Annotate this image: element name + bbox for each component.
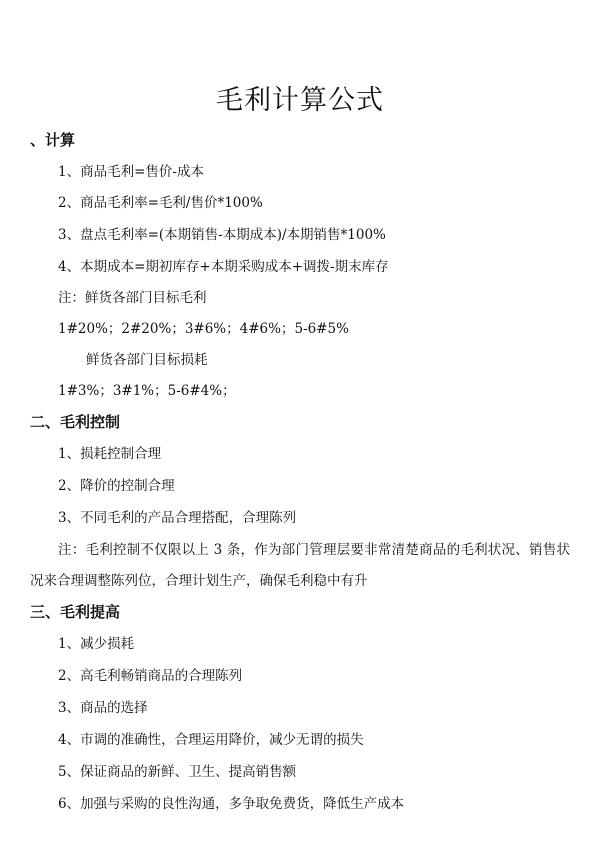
- list-item: 3、不同毛利的产品合理搭配，合理陈列: [58, 510, 297, 526]
- list-item: 2、降价的控制合理: [58, 478, 175, 494]
- formula-period-cost: 4、本期成本=期初库存+本期采购成本+调拨-期末库存: [58, 259, 389, 275]
- formula-gross-margin: 2、商品毛利率=毛利/售价*100%: [58, 195, 263, 211]
- list-item: 1、损耗控制合理: [58, 446, 162, 462]
- note-fresh-target-loss: 鲜货各部门目标损耗: [86, 352, 208, 368]
- section-heading-calculation: 、计算: [30, 131, 76, 149]
- section-heading-margin-control: 二、毛利控制: [30, 413, 121, 431]
- section-heading-margin-improvement: 三、毛利提高: [30, 603, 121, 621]
- formula-gross-profit: 1、商品毛利=售价-成本: [58, 164, 204, 180]
- list-item: 6、加强与采购的良性沟通，多争取免费货，降低生产成本: [58, 796, 405, 812]
- list-item: 1、减少损耗: [58, 636, 135, 652]
- target-margin-values: 1#20%；2#20%；3#6%；4#6%；5-6#5%: [58, 321, 349, 337]
- list-item: 2、高毛利畅销商品的合理陈列: [58, 668, 243, 684]
- list-item: 5、保证商品的新鲜、卫生、提高销售额: [58, 764, 297, 780]
- formula-inventory-margin: 3、盘点毛利率=(本期销售-本期成本)/本期销售*100%: [58, 227, 386, 243]
- list-item: 3、商品的选择: [58, 700, 148, 716]
- margin-control-note: 注：毛利控制不仅限以上 3 条，作为部门管理层要非常清楚商品的毛利状况、销售状况来合理调整陈列位，合理计划生产，确保毛利稳中有升: [30, 542, 570, 589]
- list-item: 4、市调的准确性，合理运用降价，减少无谓的损失: [58, 732, 364, 748]
- note-fresh-target-margin: 注：鲜货各部门目标毛利: [58, 290, 207, 306]
- page-title: 毛利计算公式: [216, 85, 384, 116]
- target-loss-values: 1#3%；3#1%；5-6#4%；: [58, 383, 236, 399]
